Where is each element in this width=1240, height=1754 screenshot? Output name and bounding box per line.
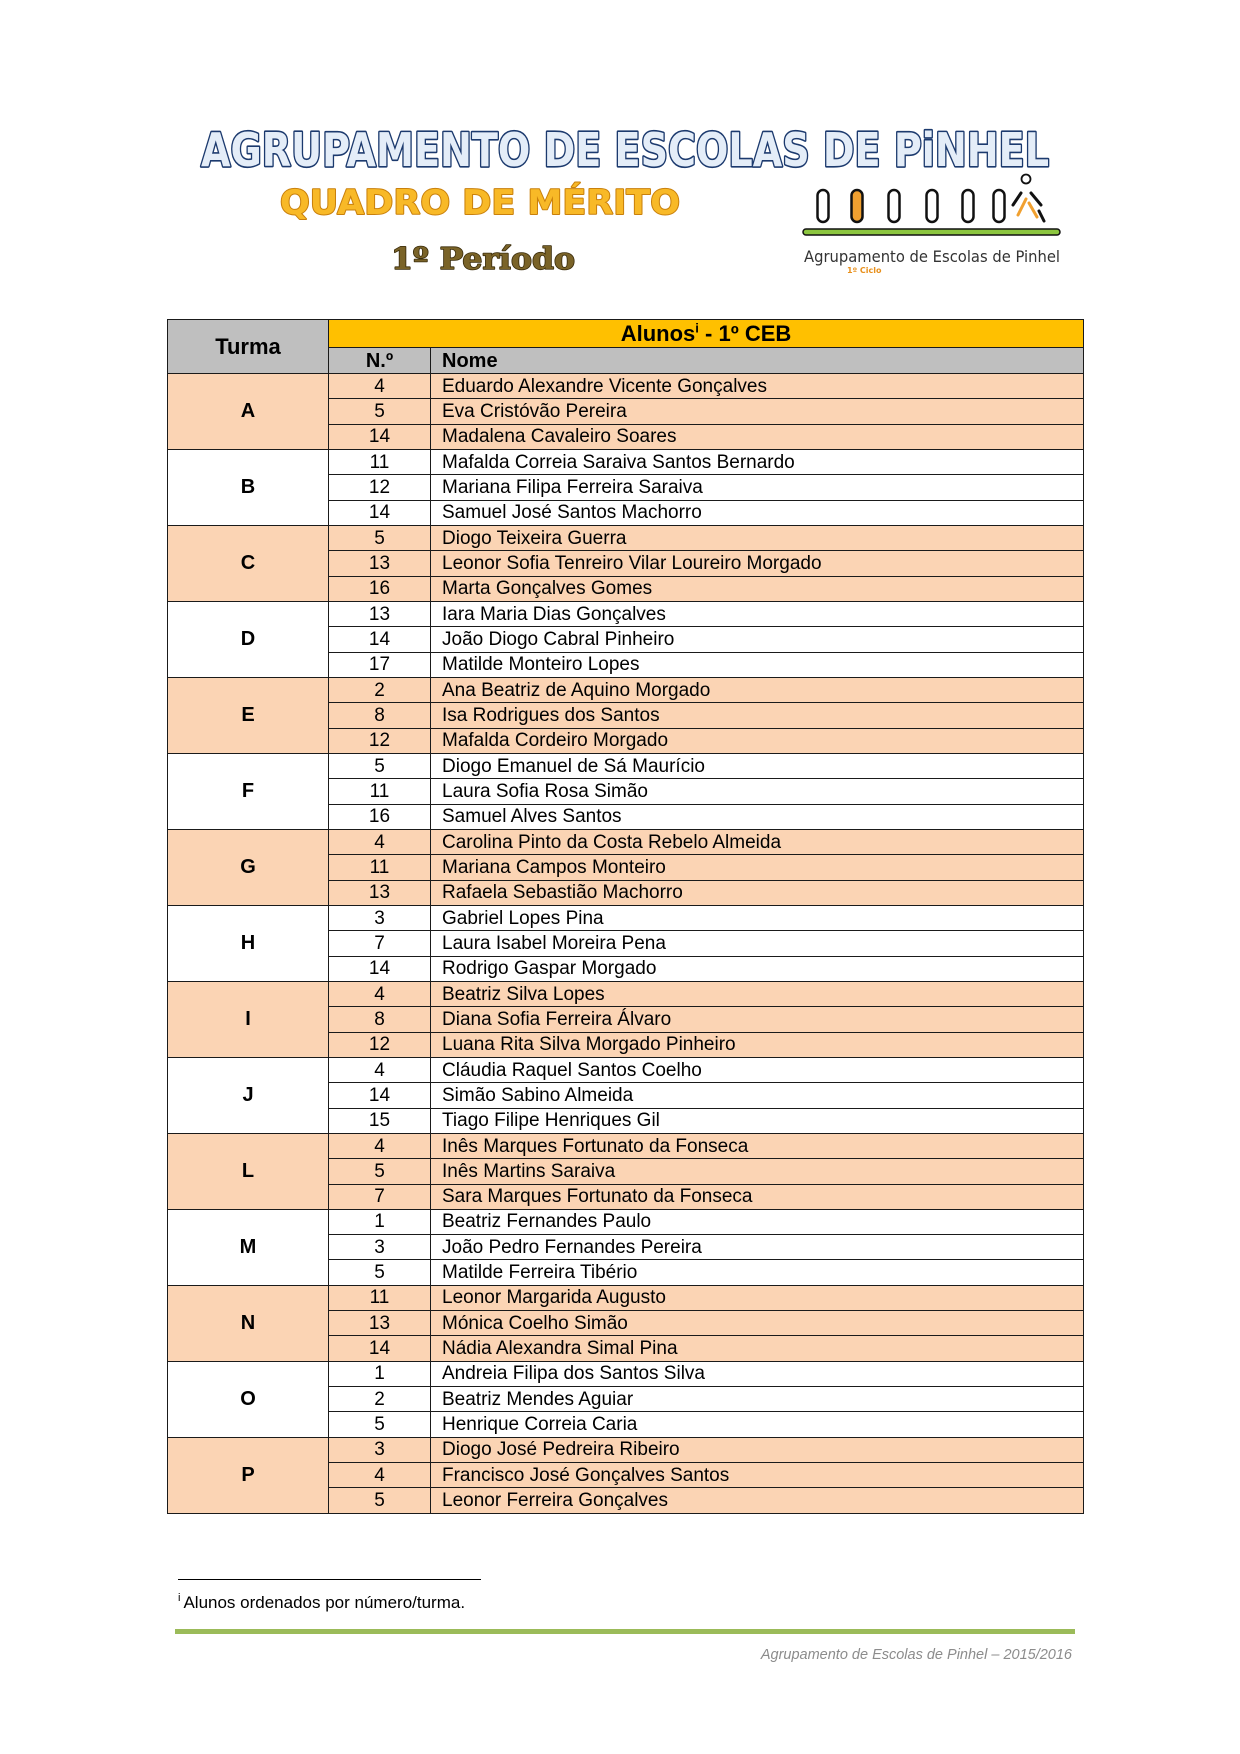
pencil-icon [927,190,938,222]
pencil-icon [852,190,863,222]
student-name-cell: Ana Beatriz de Aquino Morgado [431,677,1084,702]
turma-cell: C [168,525,329,601]
student-number-cell: 16 [329,576,431,601]
turma-cell: B [168,449,329,525]
table-row [168,1361,1084,1386]
student-number-cell: 14 [329,424,431,449]
student-number-cell: 3 [329,905,431,930]
student-number-cell: 5 [329,753,431,778]
table-row [168,905,1084,930]
footer-divider [175,1629,1075,1634]
student-number-cell: 12 [329,728,431,753]
student-number-cell: 1 [329,1361,431,1386]
student-name-cell: Francisco José Gonçalves Santos [431,1463,1084,1488]
student-name-cell: João Diogo Cabral Pinheiro [431,627,1084,652]
footnote [178,1593,465,1613]
student-name-cell: Tiago Filipe Henriques Gil [431,1108,1084,1133]
student-number-cell: 5 [329,1488,431,1513]
pencil-icon [994,190,1005,222]
student-name-cell: Iara Maria Dias Gonçalves [431,601,1084,626]
student-number-cell: 13 [329,551,431,576]
document-header [0,0,1240,300]
student-name-cell: Inês Martins Saraiva [431,1159,1084,1184]
student-name-cell: Marta Gonçalves Gomes [431,576,1084,601]
table-row [168,981,1084,1006]
student-number-cell: 4 [329,829,431,854]
school-title: AGRUPAMENTO DE ESCOLAS DE PiNHEL [201,123,1049,177]
student-name-cell: Mafalda Cordeiro Morgado [431,728,1084,753]
student-number-cell: 13 [329,601,431,626]
student-name-cell: Samuel Alves Santos [431,804,1084,829]
student-name-cell: Gabriel Lopes Pina [431,905,1084,930]
student-number-cell: 13 [329,880,431,905]
student-number-cell: 8 [329,1007,431,1032]
student-number-cell: 5 [329,525,431,550]
student-number-cell: 14 [329,1336,431,1361]
student-number-cell: 14 [329,627,431,652]
turma-cell: L [168,1133,329,1209]
footnote-divider [178,1579,481,1580]
period-title: 1º Período [391,242,575,277]
table-header-row [168,320,1084,348]
student-name-cell: Rodrigo Gaspar Morgado [431,956,1084,981]
student-name-cell: Inês Marques Fortunato da Fonseca [431,1133,1084,1158]
pencil-icon [963,190,974,222]
student-number-cell: 12 [329,1032,431,1057]
student-name-cell: Isa Rodrigues dos Santos [431,703,1084,728]
student-name-cell: Mafalda Correia Saraiva Santos Bernardo [431,449,1084,474]
turma-cell: D [168,601,329,677]
student-number-cell: 4 [329,374,431,399]
table-row [168,1057,1084,1082]
student-name-cell: Laura Isabel Moreira Pena [431,931,1084,956]
school-logo [803,175,1060,276]
table-row [168,753,1084,778]
student-name-cell: Andreia Filipa dos Santos Silva [431,1361,1084,1386]
student-number-cell: 4 [329,1133,431,1158]
student-name-cell: Diogo José Pedreira Ribeiro [431,1437,1084,1462]
turma-header: Turma [168,320,329,374]
student-name-cell: Leonor Ferreira Gonçalves [431,1488,1084,1513]
footnote-text: Alunos ordenados por número/turma. [183,1593,466,1612]
pencil-icon [818,190,829,222]
student-name-cell: Eva Cristóvão Pereira [431,399,1084,424]
student-name-cell: Beatriz Fernandes Paulo [431,1209,1084,1234]
merit-board-title: QUADRO DE MÉRITO [280,183,669,223]
student-number-cell: 14 [329,500,431,525]
turma-cell: F [168,753,329,829]
student-name-cell: Samuel José Santos Machorro [431,500,1084,525]
student-name-cell: Carolina Pinto da Costa Rebelo Almeida [431,829,1084,854]
student-number-cell: 11 [329,855,431,880]
student-name-cell: João Pedro Fernandes Pereira [431,1235,1084,1260]
number-header: N.º [329,348,431,374]
alunos-footnote-marker: i [695,320,699,336]
student-name-cell: Leonor Sofia Tenreiro Vilar Loureiro Morgado [431,551,1084,576]
students-table-body [168,374,1084,1514]
student-name-cell: Matilde Ferreira Tibério [431,1260,1084,1285]
student-number-cell: 7 [329,1184,431,1209]
student-name-cell: Matilde Monteiro Lopes [431,652,1084,677]
student-number-cell: 2 [329,1387,431,1412]
student-number-cell: 5 [329,1260,431,1285]
student-number-cell: 15 [329,1108,431,1133]
student-name-cell: Henrique Correia Caria [431,1412,1084,1437]
name-header: Nome [431,348,1084,374]
student-name-cell: Eduardo Alexandre Vicente Gonçalves [431,374,1084,399]
student-name-cell: Sara Marques Fortunato da Fonseca [431,1184,1084,1209]
table-header [168,320,1084,374]
student-number-cell: 3 [329,1235,431,1260]
student-name-cell: Beatriz Mendes Aguiar [431,1387,1084,1412]
student-name-cell: Diogo Teixeira Guerra [431,525,1084,550]
student-name-cell: Diogo Emanuel de Sá Maurício [431,753,1084,778]
merit-table [167,319,1084,1514]
student-number-cell: 5 [329,1412,431,1437]
student-name-cell: Mariana Campos Monteiro [431,855,1084,880]
turma-cell: M [168,1209,329,1285]
student-number-cell: 7 [329,931,431,956]
table-row [168,525,1084,550]
alunos-header-suffix: - 1º CEB [698,320,792,346]
table-row [168,1437,1084,1462]
student-number-cell: 3 [329,1437,431,1462]
turma-cell: A [168,374,329,450]
student-number-cell: 4 [329,1463,431,1488]
turma-cell: O [168,1361,329,1437]
student-number-cell: 4 [329,1057,431,1082]
student-name-cell: Diana Sofia Ferreira Álvaro [431,1007,1084,1032]
turma-cell: H [168,905,329,981]
student-number-cell: 13 [329,1311,431,1336]
logo-cycle: 1º Ciclo [847,266,882,275]
logo-name: Agrupamento de Escolas de Pinhel [804,247,1060,266]
student-number-cell: 16 [329,804,431,829]
student-name-cell: Cláudia Raquel Santos Coelho [431,1057,1084,1082]
student-number-cell: 11 [329,1285,431,1310]
turma-cell: J [168,1057,329,1133]
student-number-cell: 17 [329,652,431,677]
alunos-header [329,320,1084,348]
student-name-cell: Madalena Cavaleiro Soares [431,424,1084,449]
student-number-cell: 5 [329,399,431,424]
pencil-icon [889,190,900,222]
person-icon [1013,175,1044,222]
student-name-cell: Luana Rita Silva Morgado Pinheiro [431,1032,1084,1057]
table-row [168,829,1084,854]
student-name-cell: Leonor Margarida Augusto [431,1285,1084,1310]
student-number-cell: 12 [329,475,431,500]
student-name-cell: Simão Sabino Almeida [431,1083,1084,1108]
student-name-cell: Laura Sofia Rosa Simão [431,779,1084,804]
turma-cell: N [168,1285,329,1361]
student-name-cell: Mónica Coelho Simão [431,1311,1084,1336]
student-number-cell: 2 [329,677,431,702]
table-row [168,1285,1084,1310]
student-number-cell: 8 [329,703,431,728]
table-row [168,601,1084,626]
turma-cell: I [168,981,329,1057]
footnote-marker: i [178,1592,181,1605]
student-number-cell: 4 [329,981,431,1006]
student-number-cell: 5 [329,1159,431,1184]
student-number-cell: 14 [329,956,431,981]
alunos-header-label: Alunos [620,320,696,346]
student-name-cell: Nádia Alexandra Simal Pina [431,1336,1084,1361]
table-row [168,449,1084,474]
footer-text: Agrupamento de Escolas de Pinhel – 2015/2016 [760,1647,1072,1663]
table-row [168,1133,1084,1158]
table-row [168,374,1084,399]
turma-cell: G [168,829,329,905]
student-name-cell: Beatriz Silva Lopes [431,981,1084,1006]
turma-cell: E [168,677,329,753]
student-number-cell: 1 [329,1209,431,1234]
student-number-cell: 11 [329,779,431,804]
logo-ground-bar [803,229,1060,235]
turma-cell: P [168,1437,329,1513]
student-name-cell: Rafaela Sebastião Machorro [431,880,1084,905]
student-name-cell: Mariana Filipa Ferreira Saraiva [431,475,1084,500]
student-number-cell: 11 [329,449,431,474]
student-number-cell: 14 [329,1083,431,1108]
table-row [168,677,1084,702]
table-row [168,1209,1084,1234]
